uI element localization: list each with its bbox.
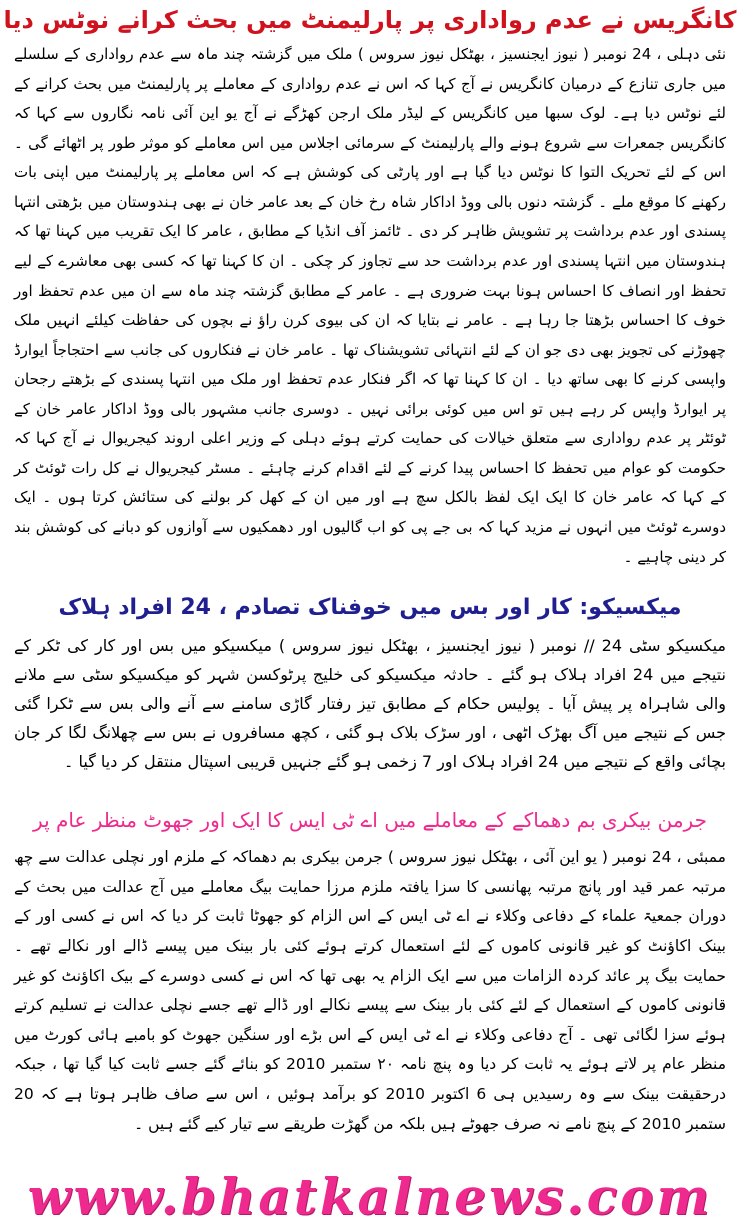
headline-german-bakery: جرمن بیکری بم دھماکے کے معاملے میں اے ٹی ایس کا ایک اور جھوٹ منظر عام پر — [33, 808, 707, 832]
article-german-bakery-body: ممبئی ، 24 نومبر ( یو این آئی ، بھٹکل نیوز سروس ) جرمن بیکری بم دھماکہ کے ملزم اور نچلی عدالت سے چھ مرتبہ عمر قید اور پانچ مرتبہ پھانسی کا سزا یافتہ ملزم مرزا حمایت بیگ معاملے میں آج عدالت میں بحث کے دوران جمعیۃ علماء کے دفاعی وکلاء نے اے ٹی ایس کے اس الزام کو جھوٹا ثابت کر دیا کہ اس نے کسی اور کے بینک اکاؤنٹ کو غیر قانونی کاموں کے لئے استعمال کرتے ہوئے کئی بار بینک میں پیسے ڈالے اور نکالے تھے ۔ حمایت بیگ پر عائد کردہ الزامات میں سے ایک الزام یہ بھی تھا کہ اس نے کسی دوسرے کے بیک اکاؤنٹ کو غیر قانونی کاموں کے استعمال کے لئے کئی بار بینک سے پیسے نکالے اور ڈالے تھے جسے نچلی عدالت نے تسلیم کرتے ہوئے سزا لگائی تھی ۔ آج دفاعی وکلاء نے اے ٹی ایس کے اس بڑے اور سنگین جھوٹ کو بامبے ہائی کورٹ میں منظر عام پر لاتے ہوئے یہ ثابت کر دیا وہ پنچ نامہ ۲۰ ستمبر 2010 کو بنائے گئے جسے ثابت کیا گیا تھا ، جبکہ درحقیقت بینک سے وہ رسیدیں ہی 6 اکتوبر 2010 کو برآمد ہوئیں ، اس سے صاف ظاہر ہوتا ہے کہ 20 ستمبر 2010 کے پنچ نامے نہ صرف جھوٹے ہیں بلکہ من گھڑت طریقے سے تیار کیے گئے ہیں ۔ — [14, 848, 727, 1133]
footer-watermark: www.bhatkalnews.com — [27, 1167, 713, 1226]
article-mexico-body: میکسیکو سٹی 24 // نومبر ( نیوز ایجنسیز ، بھٹکل نیوز سروس ) میکسیکو میں بس اور کار کی ٹکر کے نتیجے میں 24 افراد ہلاک ہو گئے ۔ حادثہ میکسیکو کی خلیج پرٹوکسن شہر کو میکسیکو سٹی سے ملانے والی شاہراہ پر پیش آیا ۔ پولیس حکام کے مطابق تیز رفتار گاڑی سامنے سے آنے والی بس سے ٹکرا گئی جس کے نتیجے میں آگ بھڑک اٹھی ، اور سڑک بلاک ہو گئی ، کچھ مسافروں نے بس سے چھلانگ لگا کر جان بچائی واقع کے نتیجے میں 24 افراد ہلاک اور 7 زخمی ہو گئے جنہیں قریبی اسپتال منتقل کر دیا گیا ۔ — [14, 636, 726, 771]
headline-mexico-accident: میکسیکو: کار اور بس میں خوفناک تصادم ، 24 افراد ہلاک — [58, 595, 682, 620]
article-congress-body: نئی دہلی ، 24 نومبر ( نیوز ایجنسیز ، بھٹکل نیوز سروس ) ملک میں گزشتہ چند ماہ سے عدم رواداری کے سلسلے میں جاری تنازع کے درمیان کانگریس نے آج کہا کہ اس نے عدم رواداری کے معاملے پر پارلیمنٹ میں بحث کرانے کے لئے نوٹس دیا ہے۔ لوک سبھا میں کانگریس کے لیڈر ملک ارجن کھڑگے نے آج یو این آئی نامہ نگاروں سے کہا کہ کانگریس جمعرات سے شروع ہونے والے پارلیمنٹ کے سرمائی اجلاس میں اس معاملے کو موثر طور پر اٹھائے گی ۔ اس کے لئے تحریک التوا کا نوٹس دیا گیا ہے اور پارٹی کی کوشش ہے کہ اس معاملے پر پارلیمنٹ میں اپنی بات رکھنے کا موقع ملے ۔ گزشتہ دنوں بالی ووڈ اداکار شاہ رخ خان کے بعد عامر خان نے بھی ہندوستان میں بڑھتی انتہا پسندی اور عدم برداشت پر تشویش ظاہر کر دی ۔ ٹائمز آف انڈیا کے مطابق ، عامر کا ایک تقریب میں کہنا تھا کہ ہندوستان میں انتہا پسندی اور عدم برداشت حد سے تجاوز کر چکی ۔ ان کا کہنا تھا کہ کسی بھی معاشرے کے لیے تحفظ اور انصاف کا احساس ہونا بہت ضروری ہے ۔ عامر کے مطابق گزشتہ چند ماہ سے ان میں عدم تحفظ اور خوف کا احساس بڑھتا جا رہا ہے ۔ عامر نے بتایا کہ ان کی بیوی کرن راؤ نے بچوں کی حفاظت کیلئے انہیں ملک چھوڑنے کی تجویز بھی دی جو ان کے لئے انتہائی تشویشناک تھا ۔ عامر خان نے فنکاروں کی جانب سے احتجاجاً ایوارڈ واپسی کرنے کا بھی ساتھ دیا ۔ ان کا کہنا تھا کہ اگر فنکار عدم تحفظ اور ملک میں انتہا پسندی کے بڑھتے رجحان پر ایوارڈ واپس کر رہے ہیں تو اس میں کوئی برائی نہیں ۔ دوسری جانب مشہور بالی ووڈ اداکار عامر خان کے ٹوئٹر پر عدم رواداری سے متعلق خیالات کی حمایت کرتے ہوئے دہلی کے وزیر اعلی اروند کیجریوال نے آج کہا کہ حکومت کو عوام میں تحفظ کا احساس پیدا کرنے کے لئے اقدام کرنے چاہئے ۔ مسٹر کیجریوال نے کل رات ٹوئٹ کر کے کہا کہ عامر خان کا ایک ایک لفظ بالکل سچ ہے اور میں ان کے کھل کر بولنے کی ستائش کرتا ہوں ۔ ایک دوسرے ٹوئٹ میں انہوں نے مزید کہا کہ بی جے پی کو اب گالیوں اور دھمکیوں سے آوازوں کو دبانے کی کوشش بند کر دینی چاہیے ۔ — [14, 45, 726, 566]
headline-congress-notice: کانگریس نے عدم رواداری پر پارلیمنٹ میں بحث کرانے نوٹس دیا — [3, 6, 737, 34]
